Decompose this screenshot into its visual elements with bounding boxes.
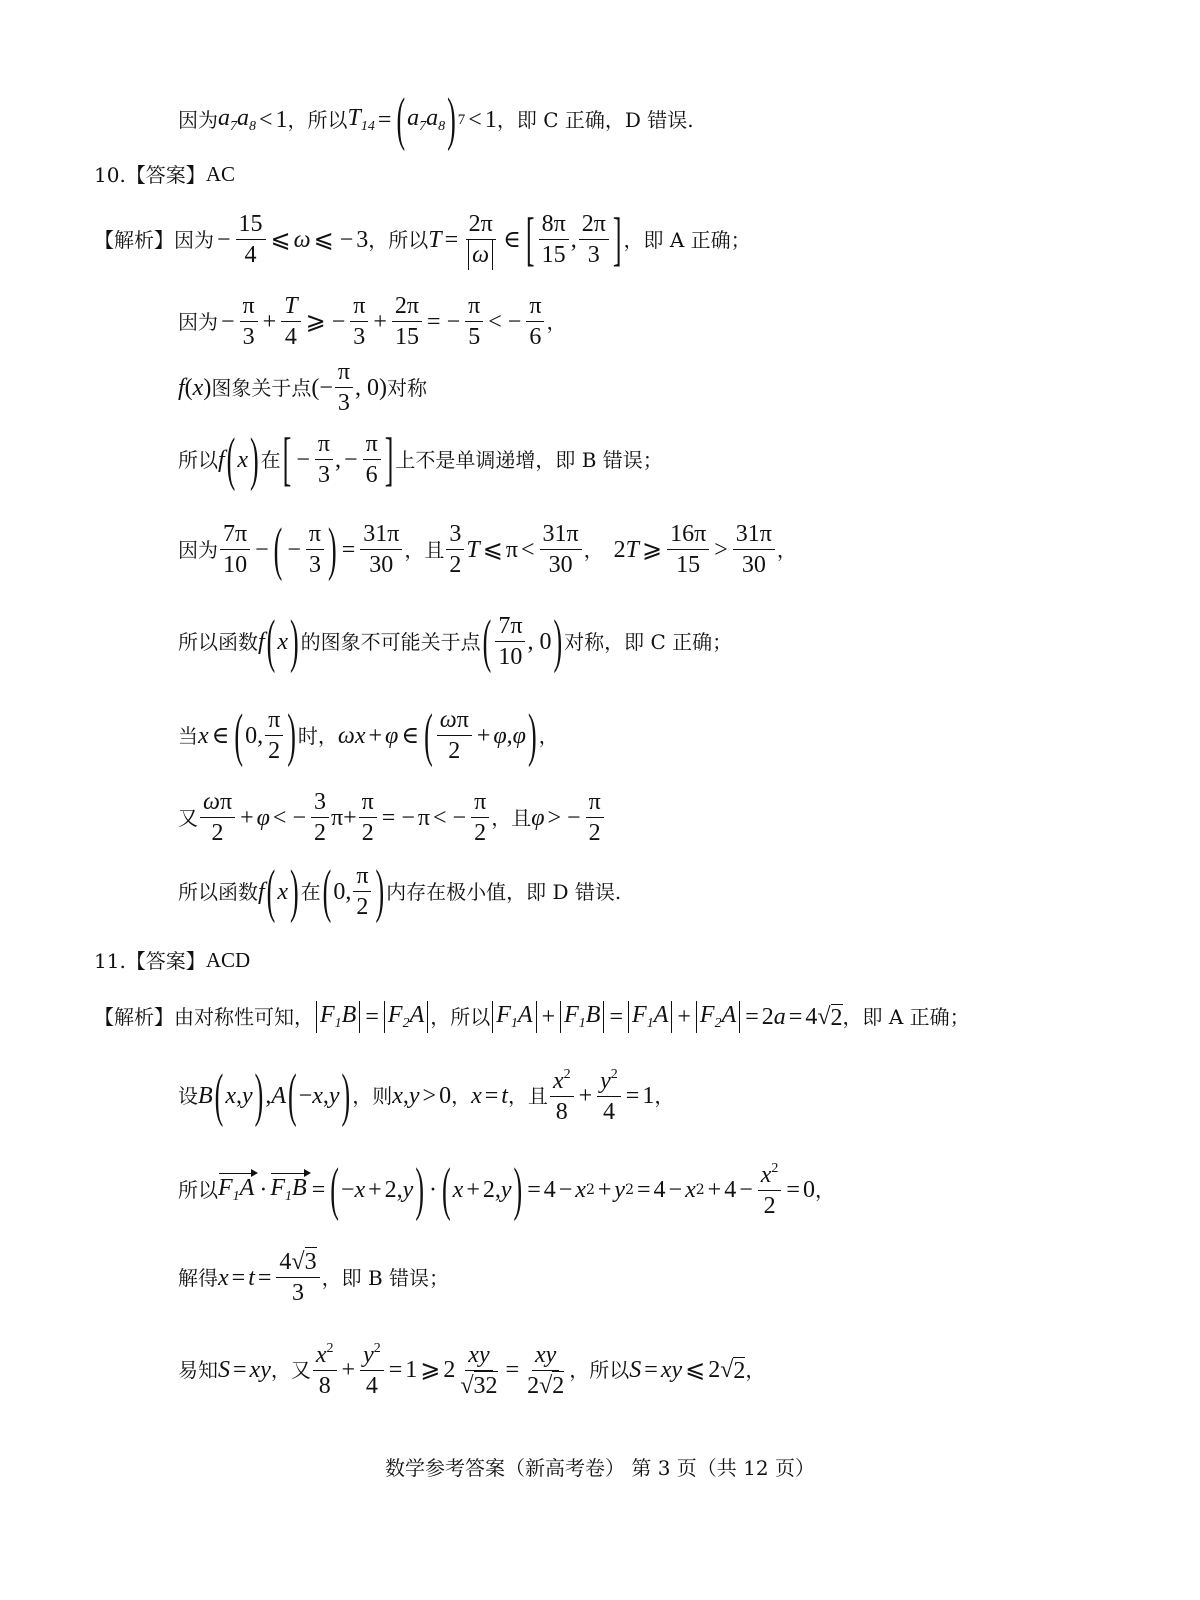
line-1: 因为 $a_7a_8$ < 1 ，所以 $T_{14}$ = ( $a_7a_8$ ) 7 < 1 ，即 C 正确，D 错误. <box>178 85 694 153</box>
line-9: 当 x ∈ ( 0, $\frac{\pi}{2}$ ) 时， ωx + φ ∈ ( $\frac{\omega\pi}{2}$ + φ , φ ) ， <box>178 701 559 768</box>
line-10: 又 $\frac{\omega\pi}{2}$ + φ < − $\frac{3}{2}$ π+ $\frac{\pi}{2}$ = − π < − $\frac{\pi}{2}$ ，且 φ > − $\frac{\pi}{2}$ <box>178 790 606 845</box>
page-footer: 数学参考答案（新高考卷） 第 3 页（共 12 页） <box>385 1456 815 1480</box>
line-15: 所以 $F_1A$ · $F_1B$ = ( − x + 2, y ) · ( x + 2, y ) = 4 − x 2 + y 2 = 4 − x 2 + 4 − $\frac{x^2}{2}$ = 0 ， <box>178 1155 835 1223</box>
line-11: 所以函数 f ( x ) 在 ( 0, $\frac{\pi}{2}$ ) 内存在极小值，即 D 错误. <box>178 857 622 924</box>
line-14: 设 B ( x , y ) , A ( − x , y ) ，则 x , y > 0 ， x = t ，且 $\frac{x^2}{8}$ + $\frac{y^2}{4}$ = 1 ， <box>178 1061 675 1129</box>
line-6: 所以 f ( x ) 在 [ − $\frac{\pi}{3}$ , − $\frac{\pi}{6}$ ] 上不是单调递增，即 B 错误； <box>178 425 663 492</box>
line-17: 易知 S = xy ，又 $\frac{x^2}{8}$ + $\frac{y^2}{4}$ = 1 ⩾ 2 $\frac{xy}{√32}$ = $\frac{xy}{2√2}$ ，所以 S = xy ⩽ 2√ 2 ， <box>178 1341 766 1399</box>
line-16: 解得 x = t = $\frac{4√3}{3}$ ，即 B 错误； <box>178 1249 450 1306</box>
line-13: 【解析】 由对称性可知， $F_1B$ = $F_2A$ ，所以 $F_1A$ + $F_1B$ = $F_1A$ + $F_2A$ = 2 a = 4 √ 2 ，即 A 正确； <box>94 1002 970 1031</box>
line-4: 因为 − $\frac{\pi}{3}$ + $\frac{T}{4}$ ⩾ − $\frac{\pi}{3}$ + $\frac{2\pi}{15}$ = − $\frac{\pi}{5}$ < − $\frac{\pi}{6}$ ， <box>178 293 567 350</box>
line-7: 因为 $\frac{7\pi}{10}$ − ( − $\frac{\pi}{3}$ ) = $\frac{31\pi}{30}$ ，且 $\frac{3}{2}$ T ⩽ π < $\frac{31\pi}{30}$ ， 2 T ⩾ $\frac{16\pi}{15}$ > $\frac{31\pi}{30}$ ， <box>178 515 797 582</box>
line-5: f ( x ) 图象关于点 (− $\frac{\pi}{3}$ , 0) 对称 <box>178 359 427 416</box>
line-8: 所以函数 f ( x ) 的图象不可能关于点 ( $\frac{7\pi}{10}$ , 0 ) 对称，即 C 正确； <box>178 607 733 674</box>
answer-11: 11.【答案】 ACD <box>94 948 251 973</box>
line-3: 【解析】 因为 − $\frac{15}{4}$ ⩽ ω ⩽ − 3 ，所以 T = $\frac{2\pi}{\omega}$ ∈ [ $\frac{8\pi}{15}$ , $\frac{2\pi}{3}$ ] ，即 A 正确； <box>94 205 751 272</box>
answer-10: 10.【答案】 AC <box>94 162 235 187</box>
math: $a_7a_8$ <box>218 105 256 134</box>
